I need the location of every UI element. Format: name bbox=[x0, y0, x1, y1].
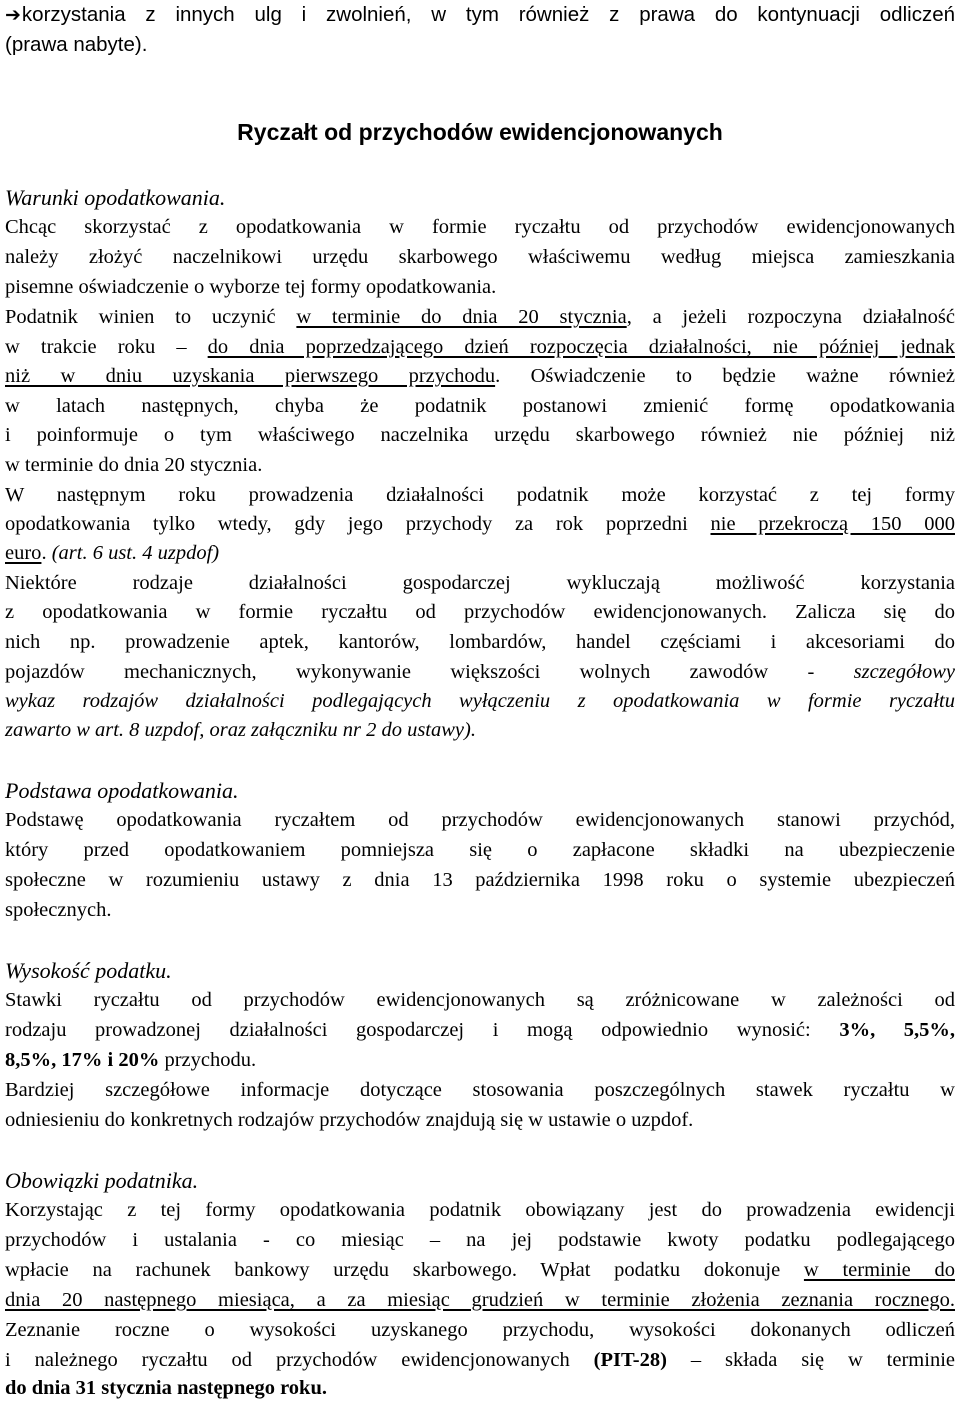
warunki-p2-line: w terminie do dnia 20 stycznia. bbox=[5, 454, 263, 476]
warunki-p4-line: wykaz rodzajów działalności podlegających wyłączeniu z opodatkowania w formie ryczałtu bbox=[5, 690, 955, 712]
warunki-p2-line: w trakcie roku – do dnia poprzedzającego dzień rozpoczęcia działalności, nie później jednak bbox=[5, 336, 955, 358]
warunki-p3-line: W następnym roku prowadzenia działalności podatnik może korzystać z tej formy bbox=[5, 484, 955, 506]
tax-rates: 3%, 5,5%, bbox=[839, 1019, 956, 1041]
arrow-icon: ➔ bbox=[5, 4, 21, 26]
warunki-p4-line: Niektóre rodzaje działalności gospodarczej wykluczają możliwość korzystania bbox=[5, 572, 955, 594]
wysokosc-line: Bardziej szczegółowe informacje dotyczące stosowania poszczególnych stawek ryczałtu w bbox=[5, 1079, 955, 1101]
warunki-p2-line: w latach następnych, chyba że podatnik postanowi zmienić formę opodatkowania bbox=[5, 395, 955, 417]
warunki-p4-line: z opodatkowania w formie ryczałtu od przychodów ewidencjonowanych. Zalicza się do bbox=[5, 601, 955, 623]
podstawa-line: społeczne w rozumieniu ustawy z dnia 13 października 1998 roku o systemie ubezpieczeń bbox=[5, 869, 955, 891]
deadline-underlined: w terminie do dnia 20 stycznia bbox=[296, 306, 627, 328]
obowiazki-line: Zeznanie roczne o wysokości uzyskanego przychodu, wysokości dokonanych odliczeń bbox=[5, 1319, 955, 1341]
wysokosc-line: rodzaju prowadzonej działalności gospodarczej i mogą odpowiednio wynosić: 3%, 5,5%, bbox=[5, 1019, 956, 1041]
warunki-p1-line: należy złożyć naczelnikowi urzędu skarbowego właściwemu według miejsca zamieszkania bbox=[5, 246, 955, 268]
warunki-p2-line: i poinformuje o tym właściwego naczelnika urzędu skarbowego również nie później niż bbox=[5, 424, 955, 446]
obowiazki-line: i należnego ryczałtu od przychodów ewidencjonowanych (PIT-28) – składa się w terminie bbox=[5, 1349, 955, 1371]
obowiazki-line: do dnia 31 stycznia następnego roku. bbox=[5, 1377, 327, 1399]
warunki-p4-line: nich np. prowadzenie aptek, kantorów, lombardów, handel częściami i akcesoriami do bbox=[5, 631, 955, 653]
wysokosc-line: 8,5%, 17% i 20% przychodu. bbox=[5, 1049, 257, 1071]
heading-warunki: Warunki opodatkowania. bbox=[5, 185, 226, 210]
wysokosc-line: Stawki ryczałtu od przychodów ewidencjonowanych są zróżnicowane w zależności od bbox=[5, 989, 955, 1011]
wysokosc-line: odniesieniu do konkretnych rodzajów przychodów znajdują się w ustawie o uzpdof. bbox=[5, 1109, 694, 1131]
tax-rates: 8,5%, 17% i 20% bbox=[5, 1049, 160, 1071]
section-title: Ryczałt od przychodów ewidencjonowanych bbox=[237, 119, 723, 145]
heading-obowiazki: Obowiązki podatnika. bbox=[5, 1168, 199, 1193]
heading-wysokosc: Wysokość podatku. bbox=[5, 958, 172, 983]
legal-reference: (art. 6 ust. 4 uzpdof) bbox=[51, 542, 220, 564]
warunki-p3-line: euro. (art. 6 ust. 4 uzpdof) bbox=[5, 542, 220, 564]
form-name: (PIT-28) bbox=[593, 1349, 667, 1371]
intro-line-2: (prawa nabyte). bbox=[5, 33, 148, 56]
warunki-p1-line: pisemne oświadczenie o wyborze tej formy opodatkowania. bbox=[5, 276, 497, 298]
warunki-p1-line: Chcąc skorzystać z opodatkowania w formie ryczałtu od przychodów ewidencjonowanych bbox=[5, 216, 955, 238]
obowiazki-line: przychodów i ustalania - co miesiąc – na jej podstawie kwoty podatku podlegającego bbox=[5, 1229, 955, 1251]
warunki-p4-line: pojazdów mechanicznych, wykonywanie większości wolnych zawodów - szczegółowy bbox=[5, 661, 955, 683]
obowiazki-line: wpłacie na rachunek bankowy urzędu skarbowego. Wpłat podatku dokonuje w terminie do bbox=[5, 1259, 955, 1281]
obowiazki-line: Korzystając z tej formy opodatkowania podatnik obowiązany jest do prowadzenia ewidencji bbox=[5, 1199, 955, 1221]
warunki-p4-line: zawarto w art. 8 uzpdof, oraz załączniku nr 2 do ustawy). bbox=[5, 719, 476, 741]
intro-line-1: ➔korzystania z innych ulg i zwolnień, w tym również z prawa do kontynuacji odliczeń bbox=[5, 3, 955, 26]
warunki-p2-line: Podatnik winien to uczynić w terminie do dnia 20 stycznia, a jeżeli rozpoczyna działalność bbox=[5, 306, 955, 328]
warunki-p2-line: niż w dniu uzyskania pierwszego przychodu. Oświadczenie to będzie ważne również bbox=[5, 365, 955, 387]
obowiazki-line: dnia 20 następnego miesiąca, a za miesiąc grudzień w terminie złożenia zeznania rocznego. bbox=[5, 1289, 955, 1311]
podstawa-line: społecznych. bbox=[5, 899, 112, 921]
podstawa-line: który przed opodatkowaniem pomniejsza się o zapłacone składki na ubezpieczenie bbox=[5, 839, 955, 861]
podstawa-line: Podstawę opodatkowania ryczałtem od przychodów ewidencjonowanych stanowi przychód, bbox=[5, 809, 955, 831]
warunki-p3-line: opodatkowania tylko wtedy, gdy jego przychody za rok poprzedni nie przekroczą 150 000 bbox=[5, 513, 955, 535]
heading-podstawa: Podstawa opodatkowania. bbox=[5, 778, 239, 803]
